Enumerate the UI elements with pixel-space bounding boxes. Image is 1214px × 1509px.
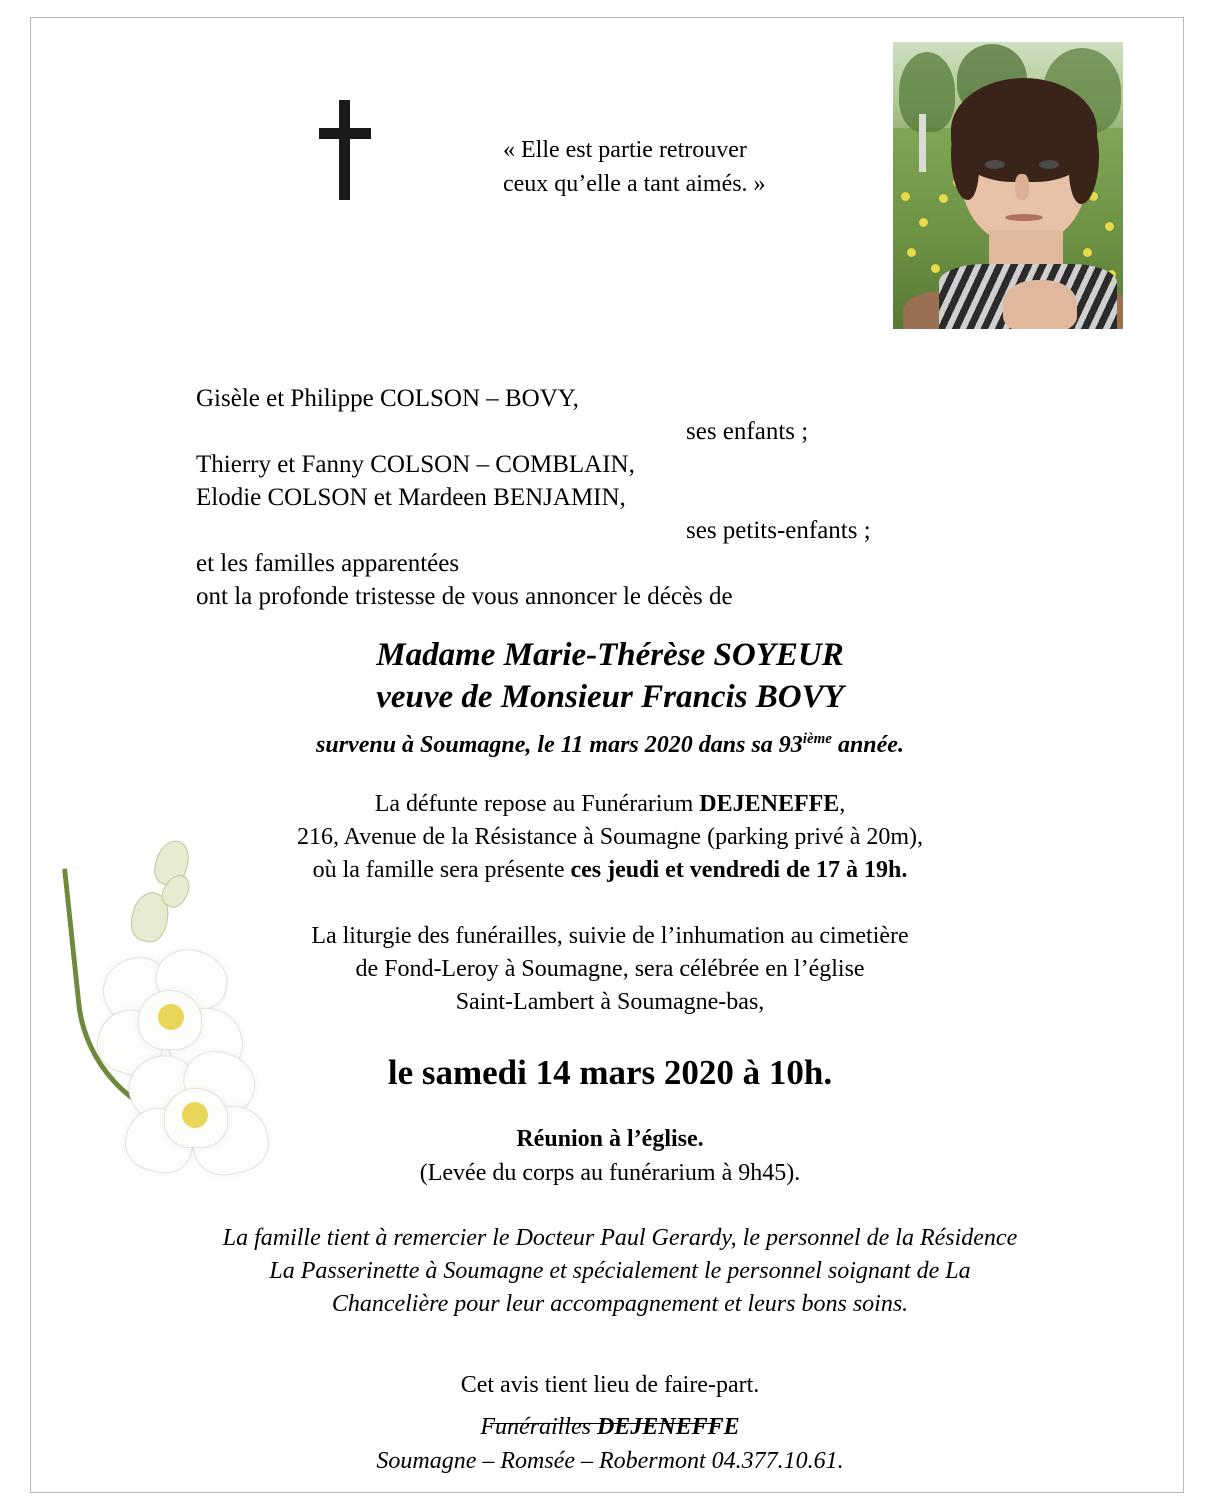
family-line-5: ses petits-enfants ;: [686, 517, 871, 544]
photo-daffodil: [1083, 248, 1092, 257]
repose-line-3-a: où la famille sera présente: [312, 857, 571, 883]
photo-daffodil: [1105, 222, 1114, 231]
death-details: [190, 722, 1030, 762]
family-line-4: Elodie COLSON et Mardeen BENJAMIN,: [196, 484, 626, 511]
family-announcement: [196, 382, 996, 613]
visiting-hours: ces jeudi et vendredi de 17 à 19h.: [570, 857, 908, 883]
footer-line-1: [190, 1410, 1030, 1444]
thanks-line-3: Chancelière pour leur accompagnement et leurs bons soins.: [331, 1291, 909, 1317]
photo-birch-trunk: [919, 114, 926, 172]
death-details-ordinal: ième: [802, 731, 832, 747]
photo-eye-right: [1039, 160, 1059, 169]
cross-horizontal-bar: [319, 128, 371, 139]
photo-daffodil: [907, 248, 916, 257]
orchid-center: [182, 1102, 208, 1128]
deceased-name-block: [190, 634, 1030, 762]
ceremony-date: le samedi 14 mars 2020 à 10h.: [387, 1053, 833, 1092]
christian-cross-icon: [305, 100, 385, 200]
liturgy-line-3: Saint-Lambert à Soumagne-bas,: [455, 989, 765, 1015]
photo-nose: [1015, 174, 1029, 200]
photo-daffodil: [931, 264, 940, 273]
notice-text: Cet avis tient lieu de faire-part.: [460, 1372, 760, 1398]
photo-daffodil: [919, 218, 928, 227]
orchid-bloom: [124, 1048, 274, 1188]
repose-line-1-c: ,: [839, 791, 846, 817]
thanks-line-1: La famille tient à remercier le Docteur Paul Gerardy, le personnel de la Résidence: [222, 1225, 1018, 1251]
deceased-spouse: veuve de Monsieur Francis BOVY: [376, 679, 844, 715]
photo-hand: [1003, 280, 1077, 329]
repose-line-2: 216, Avenue de la Résistance à Soumagne (parking privé à 20m),: [296, 824, 924, 850]
death-details-prefix: survenu à Soumagne, le 11 mars 2020 dans sa 93: [316, 732, 803, 758]
family-line-1: Gisèle et Philippe COLSON – BOVY,: [196, 385, 579, 412]
liturgy-line-2: de Fond-Leroy à Soumagne, sera célébrée en l’église: [355, 956, 865, 982]
portrait-photo: [893, 42, 1123, 329]
family-line-7: ont la profonde tristesse de vous annoncer le décès de: [196, 583, 733, 610]
footer-company-name: DEJENEFFE: [596, 1414, 740, 1440]
death-details-suffix: année.: [831, 732, 904, 758]
photo-tree: [899, 52, 955, 132]
meeting-line-1: Réunion à l’église.: [516, 1126, 704, 1152]
thanks-line-2: La Passerinette à Soumagne et spécialement le personnel soignant de La: [269, 1258, 971, 1284]
footer-line-2: Soumagne – Romsée – Robermont 04.377.10.61.: [376, 1448, 844, 1474]
liturgy-line-1: La liturgie des funérailles, suivie de l’inhumation au cimetière: [311, 923, 909, 949]
meeting-line-2: (Levée du corps au funérarium à 9h45).: [419, 1160, 801, 1186]
photo-daffodil: [939, 194, 948, 203]
photo-daffodil: [901, 192, 910, 201]
footer-prefix: Funérailles: [480, 1414, 597, 1440]
quote-line-1: « Elle est partie retrouver: [503, 137, 747, 163]
repose-line-1-a: La défunte repose au Funérarium: [374, 791, 700, 817]
photo-eye-left: [985, 160, 1005, 169]
memorial-quote: [503, 133, 923, 201]
family-line-6: et les familles apparentées: [196, 550, 460, 577]
family-line-3: Thierry et Fanny COLSON – COMBLAIN,: [196, 451, 635, 478]
photo-mouth: [1005, 214, 1043, 221]
white-orchid-decoration: [36, 830, 336, 1200]
deceased-name: Madame Marie-Thérèse SOYEUR: [376, 637, 844, 673]
funeral-home-name: DEJENEFFE: [699, 791, 840, 817]
family-line-2: ses enfants ;: [686, 418, 809, 445]
thanks-message: [190, 1222, 1050, 1321]
orchid-center: [158, 1004, 184, 1030]
repose-line-1: [190, 788, 1030, 821]
funeral-home-footer: [190, 1410, 1030, 1478]
cross-vertical-bar: [339, 100, 350, 200]
quote-line-2: ceux qu’elle a tant aimés. »: [503, 171, 766, 197]
